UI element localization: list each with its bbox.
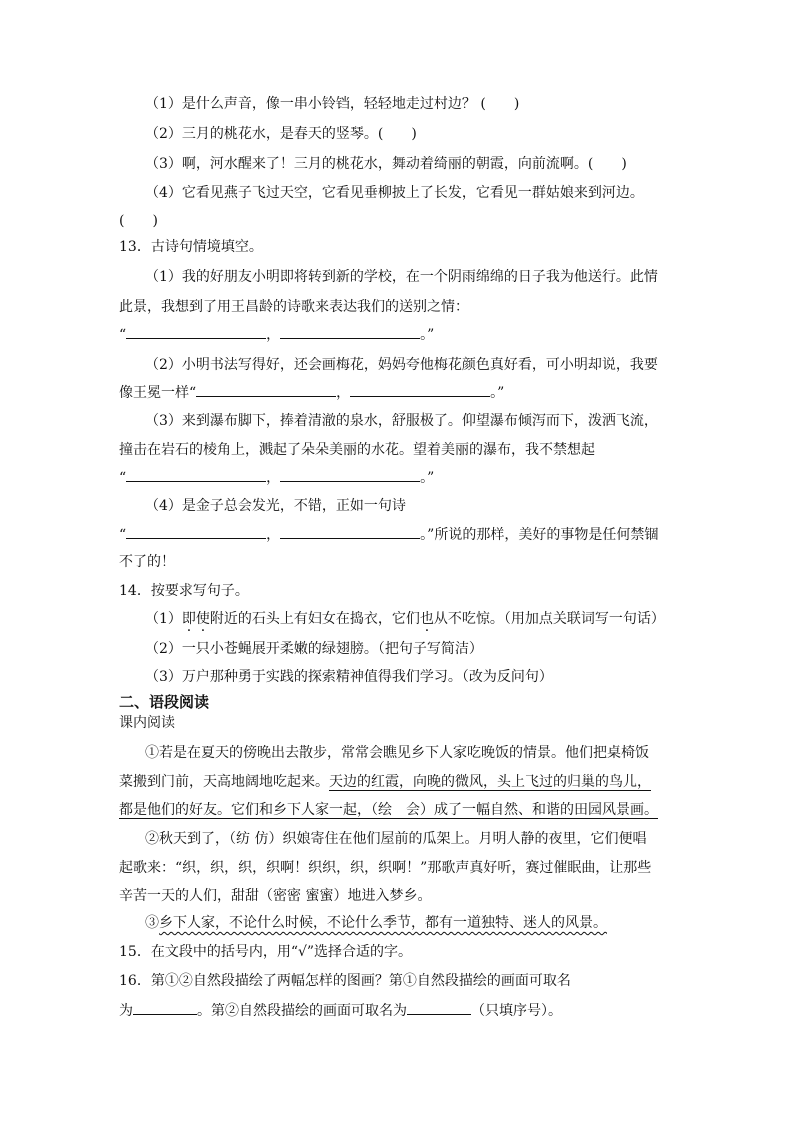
blank-2[interactable] [280,324,420,339]
section-heading: 二、语段阅读 [119,693,210,711]
para3-line1 [145,914,607,932]
blank-1[interactable] [126,467,266,482]
item-text: 三月的桃花水，是春天的竖琴。 [181,126,378,142]
para1-line2 [119,773,651,791]
q12-item-1 [145,95,519,113]
q13-p2-line1: （2）小明书法写得好，还会画梅花，妈妈夸他梅花颜色真好看，可小明却说，我要 [145,357,658,373]
q13-p4-line1: （4）是金子总会发光，不错，正如一句诗 [145,498,406,514]
item-number: （1） [145,96,182,112]
q12-item-4 [145,184,644,202]
blank-1[interactable] [126,324,266,339]
blank-1[interactable] [196,382,336,397]
comma: ， [266,527,281,543]
item-number: （3） [145,156,182,172]
item-number: （4） [145,185,182,201]
comma: ， [266,327,281,343]
q14-item-2: （2）一只小苍蝇展开柔嫩的绿翅膀。（把句子写简洁） [145,641,483,657]
open-quote: “ [119,470,127,486]
para2-line3: 辛苦一天的人们，甜甜（密密 蜜蜜）地进入梦乡。 [119,888,432,904]
q14-title: 14．按要求写句子。 [119,583,249,599]
item-number: （2） [145,126,182,142]
answer-blank-2[interactable] [407,1000,471,1015]
period: 。 [420,527,428,543]
item-text: 它看见燕子飞过天空，它看见垂柳披上了长发，它看见一群姑娘来到河边。 [181,185,644,201]
item-text: 附近的石头上有妇女在捣衣，它们 [209,611,420,627]
q13-p4-blanks [119,524,658,544]
q16-line2 [119,1000,562,1020]
underlined-text: 天边的红霞，向晚的微风，头上飞过的归巢的鸟儿， [329,774,651,790]
para2-line1: ②秋天到了，（纺 仿）织娘寄住在他们屋前的瓜架上。月明人静的夜里，它们便唱 [145,831,647,847]
q16-text: 为 [119,1003,133,1019]
emphasis-char: 使 [195,611,210,627]
para2-line2: 起歌来：“织，织，织，织啊！织织，织，织啊！”那歌声真好听，赛过催眠曲，让那些 [119,860,652,876]
close-quote: ” [427,470,435,486]
q13-p2-blanks [119,382,504,402]
period: 。 [490,385,498,401]
q13-p1-line1: （1）我的好朋友小明即将转到新的学校，在一个阴雨绵绵的日子我为他送行。此情 [145,269,658,285]
q16-text: （只填序号）。 [471,1003,562,1019]
item-text: 啊，河水醒来了！三月的桃花水，舞动着绮丽的朝霞，向前流啊。 [181,156,588,172]
close-quote: ” [497,385,505,401]
p2-prefix: 像王冕一样 [119,385,189,401]
open-quote: “ [119,327,127,343]
para-text: 菜搬到门前，天高地阔地吃起来。 [119,774,329,790]
q13-p3-line1: （3）来到瀑布脚下，捧着清澈的泉水，舒服极了。仰望瀑布倾泻而下，泼洒飞流， [145,413,658,429]
q13-title: 13．古诗句情境填空。 [119,239,263,255]
q12-item-2 [145,125,417,143]
para1-line3 [119,801,658,819]
item-number: （1） [145,611,182,627]
answer-paren[interactable]: ( ) [377,126,417,142]
q12-item-4-paren[interactable]: ( ) [119,213,158,229]
underlined-text: 都是他们的好友。它们和乡下人家一起，（绘 会）成了一幅自然、和谐的田园风景画。 [119,802,658,818]
period: 。 [420,470,428,486]
q15: 15．在文段中的括号内，用“√”选择合适的字。 [119,944,413,960]
comma: ， [266,470,281,486]
wavy-underlined-text: 乡下人家，不论什么时候，不论什么季节，都有一道独特、迷人的风景。 [159,915,607,931]
blank-2[interactable] [280,467,420,482]
q13-p1-blanks [119,324,434,344]
q13-p3-line2: 撞击在岩石的棱角上，溅起了朵朵美丽的水花。望着美丽的瀑布，我不禁想起 [119,442,595,458]
answer-blank-1[interactable] [133,1000,197,1015]
q13-p4-line3: 不了的！ [119,554,175,570]
para-number: ③ [145,915,159,931]
blank-2[interactable] [280,524,420,539]
item-text: 是什么声音，像一串小铃铛，轻轻地走过村边？ [181,96,476,112]
q13-p3-blanks [119,467,434,487]
period: 。 [420,327,428,343]
q12-item-3 [145,155,627,173]
q16-line1: 16．第①②自然段描绘了两幅怎样的图画？第①自然段描绘的画面可取名 [119,973,571,989]
close-quote: ” [427,327,435,343]
blank-1[interactable] [126,524,266,539]
blank-2[interactable] [350,382,490,397]
emphasis-char: 也 [419,611,434,627]
q14-item-1 [145,610,665,628]
open-quote: “ [119,527,127,543]
item-text: 从不吃惊。（用加点关联词写一句话） [433,611,665,627]
q13-p1-line2: 此景，我想到了用王昌龄的诗歌来表达我们的送别之情： [119,299,469,315]
answer-paren[interactable]: ( ) [480,96,520,112]
q14-item-3: （3）万户那种勇于实践的探索精神值得我们学习。（改为反问句） [145,669,553,685]
comma: ， [336,385,351,401]
section-subheading: 课内阅读 [119,715,175,731]
p4-suffix: ”所说的那样，美好的事物是任何禁锢 [427,527,659,543]
para1-line1: ①若是在夏天的傍晚出去散步，常常会瞧见乡下人家吃晚饭的情景。他们把桌椅饭 [145,745,649,761]
q16-text: 。第②自然段描绘的画面可取名为 [197,1003,407,1019]
answer-paren[interactable]: ( ) [587,156,627,172]
open-quote: “ [189,385,197,401]
emphasis-char: 即 [181,611,196,627]
